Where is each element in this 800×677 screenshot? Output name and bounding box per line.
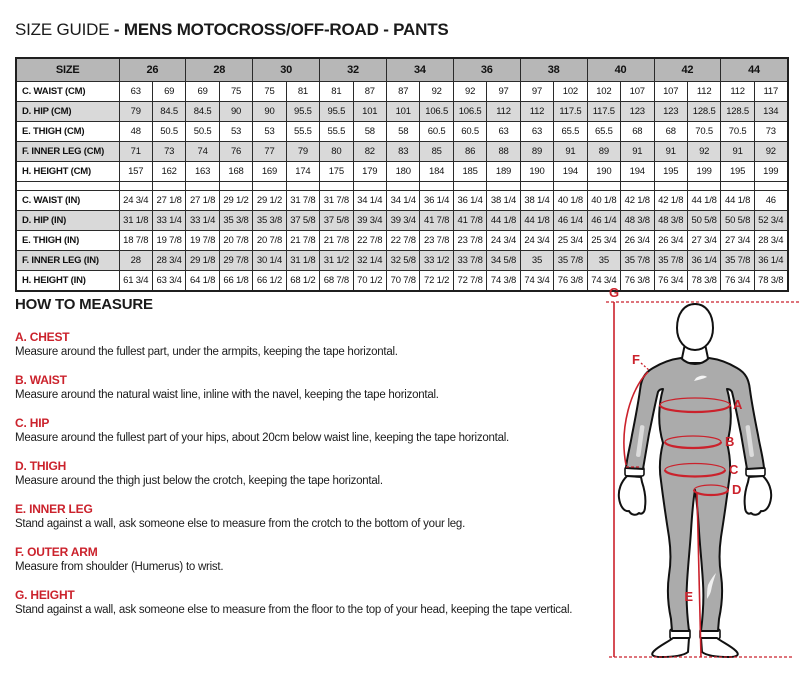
measurement-cell: 112 bbox=[487, 102, 520, 122]
measurement-row bbox=[16, 122, 788, 142]
measurement-cell: 31 7/8 bbox=[320, 191, 353, 211]
measurement-cell: 33 1/4 bbox=[152, 211, 185, 231]
measurement-cell: 91 bbox=[621, 142, 654, 162]
measurement-cell: 50.5 bbox=[186, 122, 219, 142]
measurement-cell: 87 bbox=[353, 82, 386, 102]
measurement-cell: 24 3/4 bbox=[520, 231, 553, 251]
separator-cell bbox=[554, 182, 587, 191]
measurement-cell: 64 1/8 bbox=[186, 271, 219, 292]
measurement-cell: 91 bbox=[554, 142, 587, 162]
measure-item-outer-arm bbox=[15, 545, 615, 573]
measurement-cell: 84.5 bbox=[152, 102, 185, 122]
measurement-cell: 55.5 bbox=[320, 122, 353, 142]
measure-item-label: C. HIP bbox=[15, 416, 50, 430]
row-label: C. WAIST (IN) bbox=[16, 191, 119, 211]
measurement-cell: 70 1/2 bbox=[353, 271, 386, 292]
measurement-row bbox=[16, 251, 788, 271]
measurement-cell: 19 7/8 bbox=[152, 231, 185, 251]
separator-cell bbox=[119, 182, 152, 191]
measurement-cell: 36 1/4 bbox=[420, 191, 453, 211]
measurement-cell: 101 bbox=[387, 102, 420, 122]
measurement-cell: 78 3/8 bbox=[754, 271, 787, 292]
measurement-cell: 90 bbox=[219, 102, 252, 122]
size-column-header: 40 bbox=[587, 58, 654, 82]
measurement-row bbox=[16, 191, 788, 211]
measurement-cell: 69 bbox=[152, 82, 185, 102]
measurement-cell: 85 bbox=[420, 142, 453, 162]
measure-item-chest bbox=[15, 330, 615, 358]
page-title bbox=[15, 20, 449, 40]
measurement-cell: 79 bbox=[119, 102, 152, 122]
measurement-cell: 97 bbox=[487, 82, 520, 102]
measurement-cell: 39 3/4 bbox=[353, 211, 386, 231]
measurement-cell: 76 bbox=[219, 142, 252, 162]
measurement-cell: 27 3/4 bbox=[721, 231, 754, 251]
measurement-cell: 37 5/8 bbox=[286, 211, 319, 231]
page-title-prefix: SIZE GUIDE bbox=[15, 20, 110, 39]
measurement-cell: 195 bbox=[721, 162, 754, 182]
measurement-cell: 35 7/8 bbox=[654, 251, 687, 271]
measurement-row bbox=[16, 231, 788, 251]
measurement-cell: 40 1/8 bbox=[554, 191, 587, 211]
measure-item-label: G. HEIGHT bbox=[15, 588, 75, 602]
measure-item-text: Stand against a wall, ask someone else to measure from the floor to the top of your head, keeping the tape vertical. bbox=[15, 604, 573, 616]
row-label: D. HIP (CM) bbox=[16, 102, 119, 122]
measurement-cell: 61 3/4 bbox=[119, 271, 152, 292]
measurement-cell: 102 bbox=[554, 82, 587, 102]
measurement-cell: 76 3/8 bbox=[621, 271, 654, 292]
measurement-cell: 91 bbox=[654, 142, 687, 162]
measurement-cell: 44 1/8 bbox=[687, 191, 720, 211]
separator-cell bbox=[320, 182, 353, 191]
measurement-cell: 48 3/8 bbox=[621, 211, 654, 231]
measurement-cell: 194 bbox=[621, 162, 654, 182]
size-corner-header: SIZE bbox=[16, 58, 119, 82]
measurement-cell: 31 1/8 bbox=[119, 211, 152, 231]
measurement-cell: 33 1/4 bbox=[186, 211, 219, 231]
measurement-cell: 89 bbox=[587, 142, 620, 162]
measurement-row bbox=[16, 82, 788, 102]
measurement-cell: 26 3/4 bbox=[621, 231, 654, 251]
figure-label-a: A bbox=[733, 397, 743, 412]
measurement-cell: 83 bbox=[387, 142, 420, 162]
separator-cell bbox=[687, 182, 720, 191]
measurement-cell: 42 1/8 bbox=[621, 191, 654, 211]
measurement-cell: 32 5/8 bbox=[387, 251, 420, 271]
size-column-header: 36 bbox=[453, 58, 520, 82]
measurement-cell: 70.5 bbox=[687, 122, 720, 142]
figure-left-foot bbox=[652, 638, 689, 657]
row-label: E. THIGH (CM) bbox=[16, 122, 119, 142]
figure-label-b: B bbox=[725, 434, 735, 449]
measurement-cell: 20 7/8 bbox=[219, 231, 252, 251]
measurement-cell: 81 bbox=[286, 82, 319, 102]
measurement-cell: 68 bbox=[654, 122, 687, 142]
measurement-cell: 74 3/4 bbox=[520, 271, 553, 292]
size-column-header: 44 bbox=[721, 58, 788, 82]
measurement-cell: 58 bbox=[353, 122, 386, 142]
measurement-cell: 88 bbox=[487, 142, 520, 162]
measurement-cell: 68 1/2 bbox=[286, 271, 319, 292]
measurement-cell: 50.5 bbox=[152, 122, 185, 142]
measurement-cell: 72 7/8 bbox=[453, 271, 486, 292]
measurement-cell: 169 bbox=[253, 162, 286, 182]
measurement-cell: 76 3/8 bbox=[554, 271, 587, 292]
measurement-cell: 29 1/2 bbox=[253, 191, 286, 211]
measurement-cell: 40 1/8 bbox=[587, 191, 620, 211]
measurement-cell: 66 1/8 bbox=[219, 271, 252, 292]
measurement-cell: 31 7/8 bbox=[286, 191, 319, 211]
measurement-cell: 89 bbox=[520, 142, 553, 162]
figure-body-suit bbox=[626, 358, 764, 631]
measurement-cell: 22 7/8 bbox=[353, 231, 386, 251]
measurement-cell: 112 bbox=[687, 82, 720, 102]
separator-cell bbox=[621, 182, 654, 191]
unit-separator-row bbox=[16, 182, 788, 191]
measurement-cell: 75 bbox=[253, 82, 286, 102]
measurement-cell: 38 1/4 bbox=[487, 191, 520, 211]
measurement-cell: 46 bbox=[754, 191, 787, 211]
measurement-cell: 44 1/8 bbox=[721, 191, 754, 211]
separator-cell bbox=[353, 182, 386, 191]
row-label: C. WAIST (CM) bbox=[16, 82, 119, 102]
measure-item-label: E. INNER LEG bbox=[15, 502, 93, 516]
measurement-cell: 32 1/4 bbox=[353, 251, 386, 271]
measurement-cell: 65.5 bbox=[554, 122, 587, 142]
measurement-cell: 78 3/8 bbox=[687, 271, 720, 292]
separator-cell bbox=[16, 182, 119, 191]
measurement-cell: 117.5 bbox=[587, 102, 620, 122]
measurement-cell: 128.5 bbox=[721, 102, 754, 122]
separator-cell bbox=[754, 182, 787, 191]
measurement-cell: 95.5 bbox=[286, 102, 319, 122]
measurement-row bbox=[16, 162, 788, 182]
measurement-cell: 74 3/8 bbox=[487, 271, 520, 292]
measurement-cell: 29 1/2 bbox=[219, 191, 252, 211]
measure-item-height bbox=[15, 588, 615, 616]
separator-cell bbox=[286, 182, 319, 191]
measurement-cell: 38 1/4 bbox=[520, 191, 553, 211]
measure-item-text: Stand against a wall, ask someone else to measure from the crotch to the bottom of your leg. bbox=[15, 518, 466, 530]
separator-cell bbox=[453, 182, 486, 191]
measurement-cell: 190 bbox=[587, 162, 620, 182]
measurement-cell: 35 bbox=[587, 251, 620, 271]
page-title-main: - MENS MOTOCROSS/OFF-ROAD - PANTS bbox=[109, 20, 449, 39]
row-label: F. INNER LEG (IN) bbox=[16, 251, 119, 271]
row-label: F. INNER LEG (CM) bbox=[16, 142, 119, 162]
measurement-cell: 60.5 bbox=[420, 122, 453, 142]
measurement-cell: 123 bbox=[621, 102, 654, 122]
measure-item-label: A. CHEST bbox=[15, 330, 70, 344]
measurement-cell: 112 bbox=[520, 102, 553, 122]
size-column-header: 42 bbox=[654, 58, 721, 82]
measurement-cell: 23 7/8 bbox=[420, 231, 453, 251]
measurement-cell: 27 3/4 bbox=[687, 231, 720, 251]
measurement-cell: 91 bbox=[721, 142, 754, 162]
measurement-cell: 87 bbox=[387, 82, 420, 102]
size-column-header: 32 bbox=[320, 58, 387, 82]
measurement-cell: 35 3/8 bbox=[253, 211, 286, 231]
measurement-cell: 95.5 bbox=[320, 102, 353, 122]
separator-cell bbox=[587, 182, 620, 191]
figure-head bbox=[677, 304, 713, 350]
row-label: E. THIGH (IN) bbox=[16, 231, 119, 251]
measurement-cell: 53 bbox=[253, 122, 286, 142]
row-label: H. HEIGHT (IN) bbox=[16, 271, 119, 292]
measurement-cell: 48 3/8 bbox=[654, 211, 687, 231]
measurement-cell: 106.5 bbox=[453, 102, 486, 122]
measurement-cell: 50 5/8 bbox=[721, 211, 754, 231]
measurement-cell: 80 bbox=[320, 142, 353, 162]
size-column-header: 34 bbox=[387, 58, 454, 82]
measurement-cell: 194 bbox=[554, 162, 587, 182]
measure-item-label: D. THIGH bbox=[15, 459, 67, 473]
measure-item-thigh bbox=[15, 459, 615, 487]
how-to-measure-section bbox=[15, 296, 615, 631]
separator-cell bbox=[387, 182, 420, 191]
measure-item-inner-leg bbox=[15, 502, 615, 530]
measurement-cell: 107 bbox=[621, 82, 654, 102]
measurement-cell: 112 bbox=[721, 82, 754, 102]
measurement-cell: 189 bbox=[487, 162, 520, 182]
measurement-cell: 25 3/4 bbox=[554, 231, 587, 251]
measurement-cell: 35 7/8 bbox=[554, 251, 587, 271]
measurement-cell: 20 7/8 bbox=[253, 231, 286, 251]
size-column-header: 28 bbox=[186, 58, 253, 82]
measurement-cell: 106.5 bbox=[420, 102, 453, 122]
row-label: H. HEIGHT (CM) bbox=[16, 162, 119, 182]
measurement-cell: 23 7/8 bbox=[453, 231, 486, 251]
measurement-cell: 24 3/4 bbox=[119, 191, 152, 211]
separator-cell bbox=[420, 182, 453, 191]
separator-cell bbox=[520, 182, 553, 191]
figure-left-hand bbox=[619, 476, 646, 515]
measurement-cell: 63 bbox=[119, 82, 152, 102]
separator-cell bbox=[654, 182, 687, 191]
figure-right-foot bbox=[701, 638, 738, 657]
measurement-cell: 36 1/4 bbox=[453, 191, 486, 211]
measurement-cell: 86 bbox=[453, 142, 486, 162]
measurement-cell: 63 bbox=[520, 122, 553, 142]
measurement-cell: 175 bbox=[320, 162, 353, 182]
measurement-cell: 48 bbox=[119, 122, 152, 142]
measurement-cell: 134 bbox=[754, 102, 787, 122]
measurement-cell: 163 bbox=[186, 162, 219, 182]
measurement-cell: 28 3/4 bbox=[152, 251, 185, 271]
measurement-cell: 70.5 bbox=[721, 122, 754, 142]
separator-cell bbox=[186, 182, 219, 191]
measurement-cell: 25 3/4 bbox=[587, 231, 620, 251]
measurement-cell: 92 bbox=[687, 142, 720, 162]
measurement-cell: 33 7/8 bbox=[453, 251, 486, 271]
measurement-figure bbox=[593, 283, 800, 677]
measurement-cell: 185 bbox=[453, 162, 486, 182]
measurement-cell: 75 bbox=[219, 82, 252, 102]
separator-cell bbox=[152, 182, 185, 191]
separator-cell bbox=[721, 182, 754, 191]
measurement-cell: 195 bbox=[654, 162, 687, 182]
measurement-cell: 31 1/8 bbox=[286, 251, 319, 271]
figure-label-e: E bbox=[684, 589, 693, 604]
measurement-cell: 102 bbox=[587, 82, 620, 102]
measurement-cell: 27 1/8 bbox=[152, 191, 185, 211]
measurement-cell: 68 bbox=[621, 122, 654, 142]
measurement-cell: 34 5/8 bbox=[487, 251, 520, 271]
measurement-cell: 72 1/2 bbox=[420, 271, 453, 292]
measurement-cell: 82 bbox=[353, 142, 386, 162]
measurement-cell: 76 3/4 bbox=[654, 271, 687, 292]
measurement-cell: 55.5 bbox=[286, 122, 319, 142]
size-header-row bbox=[16, 58, 788, 82]
body-diagram bbox=[593, 283, 800, 677]
measurement-cell: 73 bbox=[152, 142, 185, 162]
measurement-cell: 79 bbox=[286, 142, 319, 162]
how-to-measure-title: HOW TO MEASURE bbox=[15, 296, 153, 313]
measurement-cell: 63 3/4 bbox=[152, 271, 185, 292]
measurement-cell: 77 bbox=[253, 142, 286, 162]
measurement-cell: 35 bbox=[520, 251, 553, 271]
measurement-cell: 60.5 bbox=[453, 122, 486, 142]
measurement-row bbox=[16, 142, 788, 162]
row-label: D. HIP (IN) bbox=[16, 211, 119, 231]
measurement-row bbox=[16, 211, 788, 231]
measurement-cell: 28 3/4 bbox=[754, 231, 787, 251]
measurement-cell: 53 bbox=[219, 122, 252, 142]
measurement-cell: 65.5 bbox=[587, 122, 620, 142]
separator-cell bbox=[253, 182, 286, 191]
measurement-cell: 84.5 bbox=[186, 102, 219, 122]
measurement-cell: 92 bbox=[754, 142, 787, 162]
measurement-cell: 19 7/8 bbox=[186, 231, 219, 251]
measure-item-text: Measure around the thigh just below the crotch, keeping the tape horizontal. bbox=[15, 475, 383, 487]
measurement-cell: 44 1/8 bbox=[520, 211, 553, 231]
measurement-cell: 22 7/8 bbox=[387, 231, 420, 251]
size-column-header: 38 bbox=[520, 58, 587, 82]
measurement-cell: 52 3/4 bbox=[754, 211, 787, 231]
measurement-cell: 29 1/8 bbox=[186, 251, 219, 271]
measurement-cell: 74 bbox=[186, 142, 219, 162]
measurement-cell: 76 3/4 bbox=[721, 271, 754, 292]
measurement-cell: 117.5 bbox=[554, 102, 587, 122]
size-table bbox=[15, 57, 789, 292]
measurement-cell: 27 1/8 bbox=[186, 191, 219, 211]
figure-label-f: F bbox=[632, 352, 640, 367]
measurement-cell: 190 bbox=[520, 162, 553, 182]
measure-item-text: Measure around the fullest part, under the armpits, keeping the tape horizontal. bbox=[15, 346, 398, 358]
measurement-cell: 199 bbox=[687, 162, 720, 182]
measurement-cell: 41 7/8 bbox=[453, 211, 486, 231]
measurement-cell: 46 1/4 bbox=[587, 211, 620, 231]
size-column-header: 26 bbox=[119, 58, 186, 82]
measurement-cell: 73 bbox=[754, 122, 787, 142]
measurement-cell: 50 5/8 bbox=[687, 211, 720, 231]
measurement-cell: 63 bbox=[487, 122, 520, 142]
measurement-cell: 35 7/8 bbox=[721, 251, 754, 271]
measurement-cell: 68 7/8 bbox=[320, 271, 353, 292]
measurement-cell: 168 bbox=[219, 162, 252, 182]
separator-cell bbox=[219, 182, 252, 191]
measurement-cell: 58 bbox=[387, 122, 420, 142]
measurement-cell: 117 bbox=[754, 82, 787, 102]
measurement-cell: 71 bbox=[119, 142, 152, 162]
measure-item-label: F. OUTER ARM bbox=[15, 545, 98, 559]
measurement-cell: 35 3/8 bbox=[219, 211, 252, 231]
measurement-cell: 37 5/8 bbox=[320, 211, 353, 231]
measurement-cell: 36 1/4 bbox=[687, 251, 720, 271]
measurement-cell: 179 bbox=[353, 162, 386, 182]
measurement-cell: 21 7/8 bbox=[286, 231, 319, 251]
measurement-cell: 34 1/4 bbox=[353, 191, 386, 211]
measurement-cell: 92 bbox=[420, 82, 453, 102]
measurement-cell: 162 bbox=[152, 162, 185, 182]
measurement-cell: 33 1/2 bbox=[420, 251, 453, 271]
measurement-cell: 18 7/8 bbox=[119, 231, 152, 251]
measurement-cell: 42 1/8 bbox=[654, 191, 687, 211]
measure-item-label: B. WAIST bbox=[15, 373, 67, 387]
measurement-row bbox=[16, 102, 788, 122]
measurement-cell: 26 3/4 bbox=[654, 231, 687, 251]
measurement-cell: 174 bbox=[286, 162, 319, 182]
figure-right-hand bbox=[745, 476, 772, 515]
measurement-cell: 180 bbox=[387, 162, 420, 182]
measurement-cell: 66 1/2 bbox=[253, 271, 286, 292]
measurement-cell: 97 bbox=[520, 82, 553, 102]
measurement-cell: 46 1/4 bbox=[554, 211, 587, 231]
measurement-cell: 35 7/8 bbox=[621, 251, 654, 271]
figure-label-g: G bbox=[608, 285, 620, 300]
measurement-cell: 157 bbox=[119, 162, 152, 182]
measurement-cell: 199 bbox=[754, 162, 787, 182]
measure-item-text: Measure from shoulder (Humerus) to wrist. bbox=[15, 561, 224, 573]
measure-item-hip bbox=[15, 416, 615, 444]
measurement-cell: 29 7/8 bbox=[219, 251, 252, 271]
measure-item-text: Measure around the fullest part of your hips, about 20cm below waist line, keeping the tape horizontal. bbox=[15, 432, 509, 444]
measurement-cell: 41 7/8 bbox=[420, 211, 453, 231]
measurement-cell: 70 7/8 bbox=[387, 271, 420, 292]
measurement-cell: 81 bbox=[320, 82, 353, 102]
measurement-cell: 90 bbox=[253, 102, 286, 122]
measurement-cell: 74 3/4 bbox=[587, 271, 620, 292]
measurement-cell: 44 1/8 bbox=[487, 211, 520, 231]
measurement-cell: 31 1/2 bbox=[320, 251, 353, 271]
measurement-cell: 30 1/4 bbox=[253, 251, 286, 271]
measurement-cell: 184 bbox=[420, 162, 453, 182]
measurement-cell: 34 1/4 bbox=[387, 191, 420, 211]
figure-label-c: C bbox=[729, 462, 739, 477]
separator-cell bbox=[487, 182, 520, 191]
measure-item-text: Measure around the natural waist line, inline with the navel, keeping the tape horizontal. bbox=[15, 389, 439, 401]
measurement-cell: 107 bbox=[654, 82, 687, 102]
figure-label-d: D bbox=[732, 482, 742, 497]
size-column-header: 30 bbox=[253, 58, 320, 82]
measurement-cell: 21 7/8 bbox=[320, 231, 353, 251]
measurement-cell: 28 bbox=[119, 251, 152, 271]
measurement-cell: 39 3/4 bbox=[387, 211, 420, 231]
measurement-cell: 101 bbox=[353, 102, 386, 122]
measurement-cell: 24 3/4 bbox=[487, 231, 520, 251]
measurement-cell: 123 bbox=[654, 102, 687, 122]
measurement-cell: 36 1/4 bbox=[754, 251, 787, 271]
measurement-cell: 128.5 bbox=[687, 102, 720, 122]
measure-item-waist bbox=[15, 373, 615, 401]
measurement-cell: 69 bbox=[186, 82, 219, 102]
measurement-cell: 92 bbox=[453, 82, 486, 102]
